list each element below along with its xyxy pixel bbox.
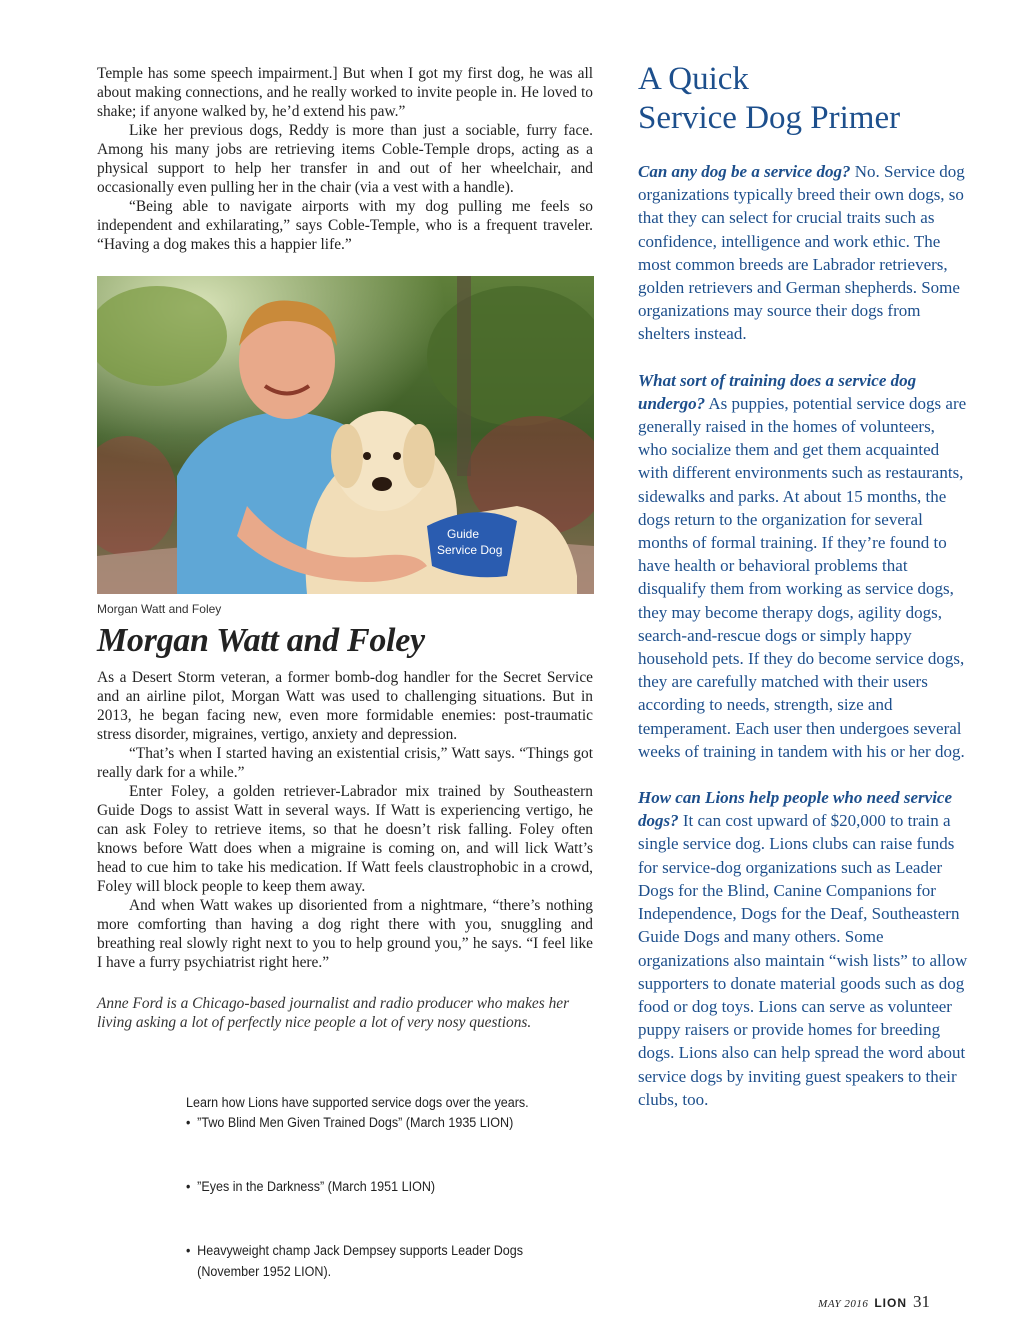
bullet-icon: • [186,1115,191,1130]
related-article-title: Heavyweight champ Jack Dempsey supports Leader Dogs (November 1952 LION). [197,1243,524,1279]
service-dog-primer [638,60,968,1134]
primer-qa [638,369,968,763]
primer-qa [638,786,968,1111]
photo-morgan-watt-and-foley [97,276,594,594]
photo-caption: Morgan Watt and Foley [97,602,222,616]
bullet-icon: • [186,1243,191,1258]
section-paragraph: And when Watt wakes up disoriented from a nightmare, “there’s nothing more comforting than having a dog right there with you, snuggling and breathing real slowly right next to you to help ground you,” he says. “I feel like I have a furry psychiatrist right here.” [97,897,593,971]
related-article-link[interactable] [186,1112,558,1133]
vest-text-line1: Guide [447,527,480,541]
primer-title-line2: Service Dog Primer [638,100,901,136]
primer-answer: No. Service dog organizations typically breed their own dogs, so that they can select for crucial traits such as confidence, intelligence and work ethic. The most common breeds are Labrador retrievers, golden retrievers and German shepherds. Some organizations may source their dogs from shelters instead. [638,162,965,344]
intro-paragraph: Like her previous dogs, Reddy is more than just a sociable, furry face. Among his many jobs are retrieving items Coble-Temple drops, acting as a physical support to help her transfer in and out of her wheelchair, and occasionally even pulling her in the chair (via a vest with a handle). [97,122,593,196]
primer-answer: As puppies, potential service dogs are generally raised in the homes of volunteers, who socialize them and get them acquainted with different environments such as restaurants, sidewalks and parks. At about 15 months, the dogs return to the organization for several months of formal training. If they’re found to have health or behavioral problems that disqualify them from working as service dogs, they may become therapy dogs, agility dogs, search-and-rescue dogs or simply happy household pets. If they do become service dogs, they are carefully matched with their users according to needs, strength, size and temperament. Each user then undergoes several weeks of training in tandem with his or her dog. [638,393,967,761]
vest-text-line2: Service Dog [437,543,503,557]
section-heading: Morgan Watt and Foley [97,622,425,659]
section-paragraph: Enter Foley, a golden retriever-Labrador mix trained by Southeastern Guide Dogs to assist Watt in several ways. If Watt is experiencing vertigo, he can ask Foley to retrieve items, so that he doesn’t risk falling. Foley often knows before Watt does when a migraine is coming on, and will lick Watt’s head to cue him to take his medication. If Watt feels claustrophobic in a crowd, Foley will block people to keep them away. [97,783,593,895]
intro-text-block [97,64,593,254]
related-article-link[interactable] [186,1240,558,1282]
primer-title-line1: A Quick [638,61,749,97]
primer-question: What sort of training does a service dog undergo? [638,370,917,413]
section-text-block [97,668,593,972]
bullet-icon: • [186,1179,191,1194]
related-articles-intro: Learn how Lions have supported service dogs over the years. [186,1095,529,1110]
intro-paragraph: “Being able to navigate airports with my dog pulling me feels so independent and exhilarating,” says Coble-Temple, who is a frequent traveler. “Having a dog makes this a happier life.” [97,198,593,253]
primer-answer: It can cost upward of $20,000 to train a single service dog. Lions clubs can raise funds for service-dog organizations such as Leader Dogs for the Blind, Canine Companions for Independence, Dogs for the Deaf, Southeastern Guide Dogs and many others. Some organizations also maintain “wish lists” to allow supporters to donate material goods such as dog food or dog toys. Lions can serve as volunteer puppy raisers or provide homes for breeding dogs. Lions also can help spread the word about service dogs by inviting guest speakers to their clubs, too. [638,811,968,1109]
primer-question: How can Lions help people who need service dogs? [638,788,953,831]
author-bio: Anne Ford is a Chicago-based journalist and radio producer who makes her living asking a lot of perfectly nice people a lot of very nosy questions. [97,995,570,1031]
intro-paragraph: Temple has some speech impairment.] But when I got my first dog, he was all about making connections, and he really worked to invite people in. He loved to shake; if anyone walked by, he’d extend his paw.” [97,65,593,120]
primer-qa [638,160,968,346]
page-number: 31 [913,1292,930,1311]
issue-date: MAY 2016 [818,1298,869,1310]
section-paragraph: As a Desert Storm veteran, a former bomb-dog handler for the Secret Service and an airline pilot, Morgan Watt was used to challenging situations. But in 2013, he began facing new, even more formidable enemies: post-traumatic stress disorder, migraines, vertigo, anxiety and depression. [97,669,593,743]
page-footer [818,1292,930,1312]
section-paragraph: “That’s when I started having an existential crisis,” Watt says. “Things got really dark for a while.” [97,745,593,781]
magazine-name: LION [874,1296,907,1310]
photo-illustration [97,276,594,594]
primer-question: Can any dog be a service dog? [638,162,851,181]
related-article-link[interactable] [186,1176,558,1197]
related-article-title: ”Two Blind Men Given Trained Dogs” (March 1935 LION) [197,1115,514,1130]
primer-title [638,60,968,138]
related-articles [186,1093,558,1282]
related-article-title: ”Eyes in the Darkness” (March 1951 LION) [197,1179,436,1194]
